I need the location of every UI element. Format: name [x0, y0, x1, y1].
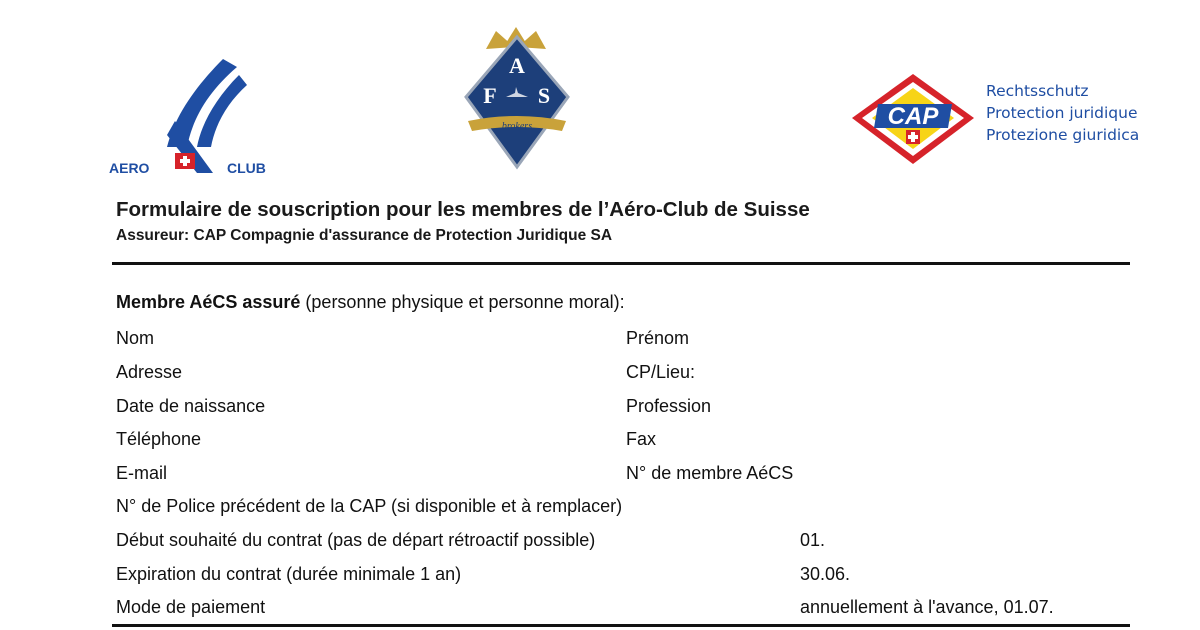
num-police-label: N° de Police précédent de la CAP (si disponible et à remplacer) — [116, 496, 623, 516]
prenom-label: Prénom — [626, 328, 690, 348]
expiration-value: 30.06. — [800, 564, 851, 584]
afs-letter-a: A — [509, 53, 525, 78]
telephone-label: Téléphone — [116, 429, 202, 449]
afs-letter-s: S — [537, 83, 551, 108]
debut-value: 01. — [800, 530, 826, 550]
form-row-nom — [0, 328, 1200, 361]
bottom-divider — [112, 624, 1130, 627]
form-row-naissance — [0, 396, 1200, 429]
form-row-adresse — [0, 362, 1200, 395]
paiement-label: Mode de paiement — [116, 597, 266, 617]
aero-club-logo-text-right: CLUB — [227, 160, 266, 176]
fax-label: Fax — [626, 429, 657, 449]
cp-lieu-label: CP/Lieu: — [626, 362, 696, 382]
cap-tagline-fr: Protection juridique — [986, 104, 1138, 122]
date-naissance-label: Date de naissance — [116, 396, 266, 416]
section-heading-bold: Membre AéCS assuré — [116, 292, 301, 312]
afs-tagline: brokers — [501, 121, 533, 132]
insurer-subtitle: Assureur: CAP Compagnie d'assurance de Protection Juridique SA — [116, 227, 613, 244]
cap-tagline-it: Protezione giuridica — [986, 126, 1140, 144]
top-divider — [112, 262, 1130, 265]
nom-label: Nom — [116, 328, 155, 348]
cap-tagline — [986, 80, 1139, 146]
form-row-expiration — [0, 564, 1200, 597]
cap-mark-text: CAP — [887, 103, 939, 130]
aero-club-logo — [105, 55, 275, 180]
num-membre-label: N° de membre AéCS — [626, 463, 794, 483]
expiration-label: Expiration du contrat (durée minimale 1 an) — [116, 564, 462, 584]
cap-tagline-de: Rechtsschutz — [986, 82, 1089, 100]
afs-letter-f: F — [483, 83, 497, 108]
aero-club-logo-text-left: AERO — [109, 160, 150, 176]
email-label: E-mail — [116, 463, 168, 483]
afs-brokers-logo — [460, 25, 575, 175]
debut-label: Début souhaité du contrat (pas de départ rétroactif possible) — [116, 530, 596, 550]
form-row-email — [0, 463, 1200, 496]
section-heading-rest: (personne physique et personne moral): — [300, 292, 625, 312]
paiement-value: annuellement à l'avance, 01.07. — [800, 597, 1054, 617]
section-heading — [116, 292, 625, 313]
form-row-telephone — [0, 429, 1200, 462]
cap-logo — [848, 72, 978, 167]
form-row-police — [0, 496, 1200, 529]
form-row-debut — [0, 530, 1200, 563]
adresse-label: Adresse — [116, 362, 183, 382]
form-title: Formulaire de souscription pour les membres de l’Aéro-Club de Suisse — [116, 198, 810, 221]
profession-label: Profession — [626, 396, 712, 416]
